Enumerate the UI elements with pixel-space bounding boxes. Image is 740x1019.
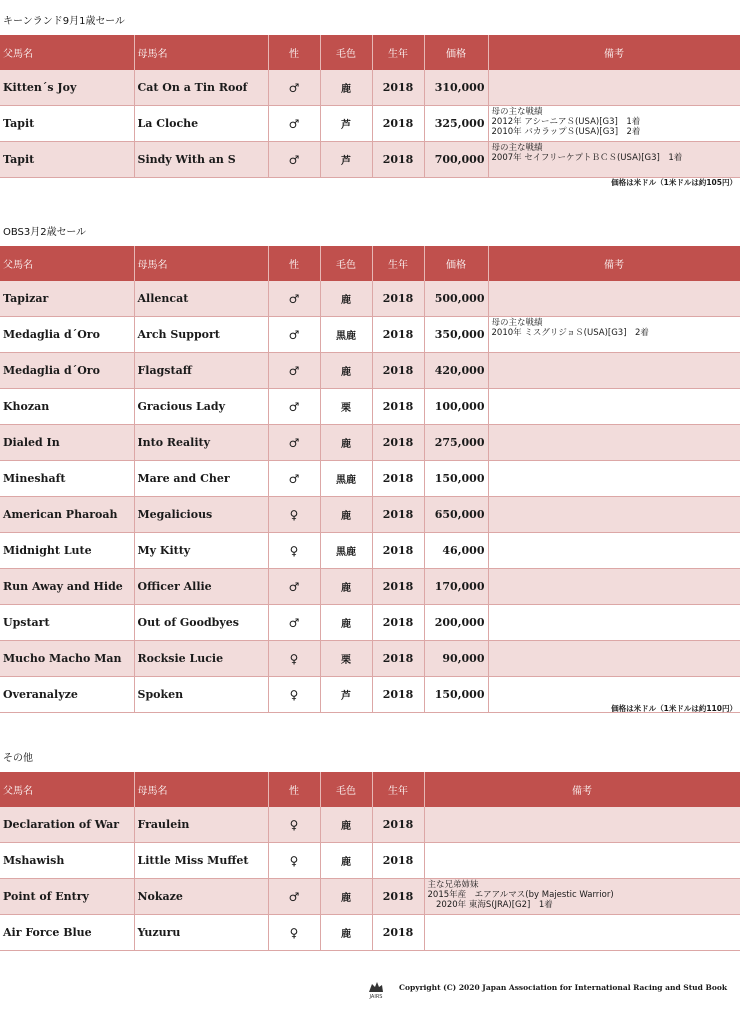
- sire-name-cell: Declaration of War: [0, 807, 134, 843]
- dam-name-cell: Sindy With an S: [134, 142, 268, 178]
- column-header: 備考: [424, 772, 740, 807]
- column-header: 生年: [372, 772, 424, 807]
- price-cell: 200,000: [424, 605, 488, 641]
- footer: [365, 978, 737, 1000]
- table-row: [0, 106, 740, 142]
- sire-name-cell: Tapit: [0, 142, 134, 178]
- coat-color-cell: 鹿: [320, 569, 372, 605]
- coat-color-cell: 鹿: [320, 915, 372, 951]
- column-header: 備考: [488, 35, 740, 70]
- sex-cell: ♂: [268, 605, 320, 641]
- sire-name-cell: Point of Entry: [0, 879, 134, 915]
- sex-cell: ♂: [268, 425, 320, 461]
- coat-color-cell: 鹿: [320, 425, 372, 461]
- dam-name-cell: My Kitty: [134, 533, 268, 569]
- price-cell: 310,000: [424, 70, 488, 106]
- coat-color-cell: 芦: [320, 677, 372, 713]
- birth-year-cell: 2018: [372, 317, 424, 353]
- birth-year-cell: 2018: [372, 425, 424, 461]
- remarks-line: 2020年 東海S(JRA)[G2] 1着: [427, 900, 553, 910]
- price-cell: 350,000: [424, 317, 488, 353]
- dam-name-cell: Megalicious: [134, 497, 268, 533]
- remarks-cell: [424, 879, 740, 915]
- dam-name-cell: Flagstaff: [134, 353, 268, 389]
- birth-year-cell: 2018: [372, 497, 424, 533]
- dam-name-cell: Gracious Lady: [134, 389, 268, 425]
- birth-year-cell: 2018: [372, 461, 424, 497]
- remarks-line: 2012年 アシーニアＳ(USA)[G3] 1着: [491, 117, 641, 127]
- keeneland-price-note: 価格は米ドル（1米ドルは約105円）: [611, 178, 737, 187]
- table-row: [0, 569, 740, 605]
- table-row: [0, 843, 740, 879]
- birth-year-cell: 2018: [372, 915, 424, 951]
- table-row: [0, 142, 740, 178]
- coat-color-cell: 栗: [320, 641, 372, 677]
- remarks-cell: [488, 106, 740, 142]
- coat-color-cell: 芦: [320, 142, 372, 178]
- dam-name-cell: Officer Allie: [134, 569, 268, 605]
- birth-year-cell: 2018: [372, 879, 424, 915]
- remarks-cell: [488, 317, 740, 353]
- column-header: 性: [268, 246, 320, 281]
- column-header: 生年: [372, 35, 424, 70]
- coat-color-cell: 鹿: [320, 353, 372, 389]
- dam-name-cell: Arch Support: [134, 317, 268, 353]
- sex-cell: ♀: [268, 807, 320, 843]
- remarks-line: 2007年 セイフリーケプトＢＣＳ(USA)[G3] 1着: [491, 153, 683, 163]
- coat-color-cell: 鹿: [320, 281, 372, 317]
- dam-name-cell: Allencat: [134, 281, 268, 317]
- dam-name-cell: Fraulein: [134, 807, 268, 843]
- remarks-cell: [488, 142, 740, 178]
- remarks-cell: [488, 641, 740, 677]
- birth-year-cell: 2018: [372, 70, 424, 106]
- birth-year-cell: 2018: [372, 807, 424, 843]
- remarks-cell: [488, 497, 740, 533]
- sex-cell: ♂: [268, 106, 320, 142]
- price-cell: 325,000: [424, 106, 488, 142]
- coat-color-cell: 芦: [320, 106, 372, 142]
- dam-name-cell: Rocksie Lucie: [134, 641, 268, 677]
- column-header: 毛色: [320, 246, 372, 281]
- sire-name-cell: American Pharoah: [0, 497, 134, 533]
- sex-cell: ♀: [268, 915, 320, 951]
- sire-name-cell: Medaglia d´Oro: [0, 353, 134, 389]
- table-row: [0, 605, 740, 641]
- sire-name-cell: Medaglia d´Oro: [0, 317, 134, 353]
- table-header-row: [0, 35, 740, 70]
- sex-cell: ♂: [268, 317, 320, 353]
- remarks-line: 2010年 バカラップＳ(USA)[G3] 2着: [491, 127, 641, 137]
- remarks-line: 母の主な戦績: [491, 107, 543, 117]
- remarks-cell: [488, 389, 740, 425]
- price-cell: 170,000: [424, 569, 488, 605]
- sire-name-cell: Kitten´s Joy: [0, 70, 134, 106]
- keeneland-sales-table: [0, 35, 740, 178]
- price-cell: 90,000: [424, 641, 488, 677]
- remarks-cell: [488, 605, 740, 641]
- birth-year-cell: 2018: [372, 389, 424, 425]
- birth-year-cell: 2018: [372, 569, 424, 605]
- column-header: 生年: [372, 246, 424, 281]
- table-row: [0, 915, 740, 951]
- remarks-cell: [424, 915, 740, 951]
- coat-color-cell: 鹿: [320, 70, 372, 106]
- copyright-text: Copyright (C) 2020 Japan Association for International Racing and Stud Book: [399, 983, 728, 992]
- remarks-cell: [488, 425, 740, 461]
- column-header: 性: [268, 772, 320, 807]
- sex-cell: ♀: [268, 641, 320, 677]
- sire-name-cell: Upstart: [0, 605, 134, 641]
- table-row: [0, 70, 740, 106]
- sex-cell: ♂: [268, 879, 320, 915]
- sire-name-cell: Tapizar: [0, 281, 134, 317]
- remarks-cell: [488, 70, 740, 106]
- column-header: 父馬名: [0, 772, 134, 807]
- dam-name-cell: Cat On a Tin Roof: [134, 70, 268, 106]
- remarks-cell: [488, 533, 740, 569]
- remarks-cell: [488, 461, 740, 497]
- column-header: 価格: [424, 35, 488, 70]
- sex-cell: ♂: [268, 281, 320, 317]
- birth-year-cell: 2018: [372, 353, 424, 389]
- price-cell: 150,000: [424, 677, 488, 713]
- table-row: [0, 389, 740, 425]
- sire-name-cell: Mineshaft: [0, 461, 134, 497]
- table-row: [0, 533, 740, 569]
- remarks-line: 2010年 ミスグリジョＳ(USA)[G3] 2着: [491, 328, 649, 338]
- remarks-cell: [488, 353, 740, 389]
- sire-name-cell: Run Away and Hide: [0, 569, 134, 605]
- remarks-line: 母の主な戦績: [491, 318, 543, 328]
- table-row: [0, 879, 740, 915]
- table-row: [0, 425, 740, 461]
- birth-year-cell: 2018: [372, 605, 424, 641]
- dam-name-cell: Mare and Cher: [134, 461, 268, 497]
- table-row: [0, 281, 740, 317]
- column-header: 価格: [424, 246, 488, 281]
- price-cell: 46,000: [424, 533, 488, 569]
- column-header: 母馬名: [134, 35, 268, 70]
- sire-name-cell: Midnight Lute: [0, 533, 134, 569]
- table-row: [0, 317, 740, 353]
- birth-year-cell: 2018: [372, 281, 424, 317]
- sex-cell: ♂: [268, 70, 320, 106]
- price-cell: 500,000: [424, 281, 488, 317]
- svg-text:JAIRS: JAIRS: [369, 994, 383, 1000]
- birth-year-cell: 2018: [372, 641, 424, 677]
- birth-year-cell: 2018: [372, 533, 424, 569]
- sex-cell: ♂: [268, 142, 320, 178]
- birth-year-cell: 2018: [372, 843, 424, 879]
- table-row: [0, 641, 740, 677]
- obs-sales-table: [0, 246, 740, 713]
- sire-name-cell: Overanalyze: [0, 677, 134, 713]
- coat-color-cell: 栗: [320, 389, 372, 425]
- sex-cell: ♂: [268, 389, 320, 425]
- remarks-cell: [424, 843, 740, 879]
- dam-name-cell: Spoken: [134, 677, 268, 713]
- coat-color-cell: 鹿: [320, 807, 372, 843]
- coat-color-cell: 黒鹿: [320, 317, 372, 353]
- sire-name-cell: Mshawish: [0, 843, 134, 879]
- remarks-line: 母の主な戦績: [491, 143, 543, 153]
- jairs-logo-icon: [365, 978, 387, 1000]
- table-row: [0, 497, 740, 533]
- birth-year-cell: 2018: [372, 677, 424, 713]
- column-header: 性: [268, 35, 320, 70]
- column-header: 父馬名: [0, 35, 134, 70]
- coat-color-cell: 鹿: [320, 605, 372, 641]
- sex-cell: ♀: [268, 533, 320, 569]
- sex-cell: ♀: [268, 497, 320, 533]
- obs-price-note: 価格は米ドル（1米ドルは約110円）: [611, 704, 737, 713]
- obs-section-title: OBS3月2歳セール: [3, 227, 87, 238]
- coat-color-cell: 鹿: [320, 497, 372, 533]
- dam-name-cell: Yuzuru: [134, 915, 268, 951]
- birth-year-cell: 2018: [372, 106, 424, 142]
- table-header-row: [0, 772, 740, 807]
- dam-name-cell: Nokaze: [134, 879, 268, 915]
- sex-cell: ♀: [268, 843, 320, 879]
- other-section-title: その他: [3, 753, 33, 764]
- price-cell: 100,000: [424, 389, 488, 425]
- price-cell: 650,000: [424, 497, 488, 533]
- table-row: [0, 353, 740, 389]
- keeneland-section-title: キーンランド9月1歳セール: [3, 16, 125, 27]
- birth-year-cell: 2018: [372, 142, 424, 178]
- sire-name-cell: Khozan: [0, 389, 134, 425]
- sex-cell: ♂: [268, 461, 320, 497]
- price-cell: 700,000: [424, 142, 488, 178]
- other-horses-table: [0, 772, 740, 951]
- sire-name-cell: Air Force Blue: [0, 915, 134, 951]
- coat-color-cell: 鹿: [320, 879, 372, 915]
- price-cell: 420,000: [424, 353, 488, 389]
- sex-cell: ♂: [268, 569, 320, 605]
- dam-name-cell: Out of Goodbyes: [134, 605, 268, 641]
- sire-name-cell: Dialed In: [0, 425, 134, 461]
- price-cell: 150,000: [424, 461, 488, 497]
- sire-name-cell: Tapit: [0, 106, 134, 142]
- column-header: 毛色: [320, 35, 372, 70]
- price-cell: 275,000: [424, 425, 488, 461]
- remarks-cell: [488, 281, 740, 317]
- sex-cell: ♀: [268, 677, 320, 713]
- table-row: [0, 461, 740, 497]
- column-header: 母馬名: [134, 772, 268, 807]
- remarks-cell: [488, 569, 740, 605]
- coat-color-cell: 黒鹿: [320, 461, 372, 497]
- remarks-cell: [424, 807, 740, 843]
- remarks-line: 主な兄弟姉妹: [427, 880, 479, 890]
- dam-name-cell: Into Reality: [134, 425, 268, 461]
- dam-name-cell: La Cloche: [134, 106, 268, 142]
- column-header: 母馬名: [134, 246, 268, 281]
- table-row: [0, 807, 740, 843]
- column-header: 父馬名: [0, 246, 134, 281]
- coat-color-cell: 鹿: [320, 843, 372, 879]
- remarks-line: 2015年産 エアアルマス(by Majestic Warrior): [427, 890, 614, 900]
- sex-cell: ♂: [268, 353, 320, 389]
- column-header: 毛色: [320, 772, 372, 807]
- table-header-row: [0, 246, 740, 281]
- column-header: 備考: [488, 246, 740, 281]
- coat-color-cell: 黒鹿: [320, 533, 372, 569]
- dam-name-cell: Little Miss Muffet: [134, 843, 268, 879]
- sire-name-cell: Mucho Macho Man: [0, 641, 134, 677]
